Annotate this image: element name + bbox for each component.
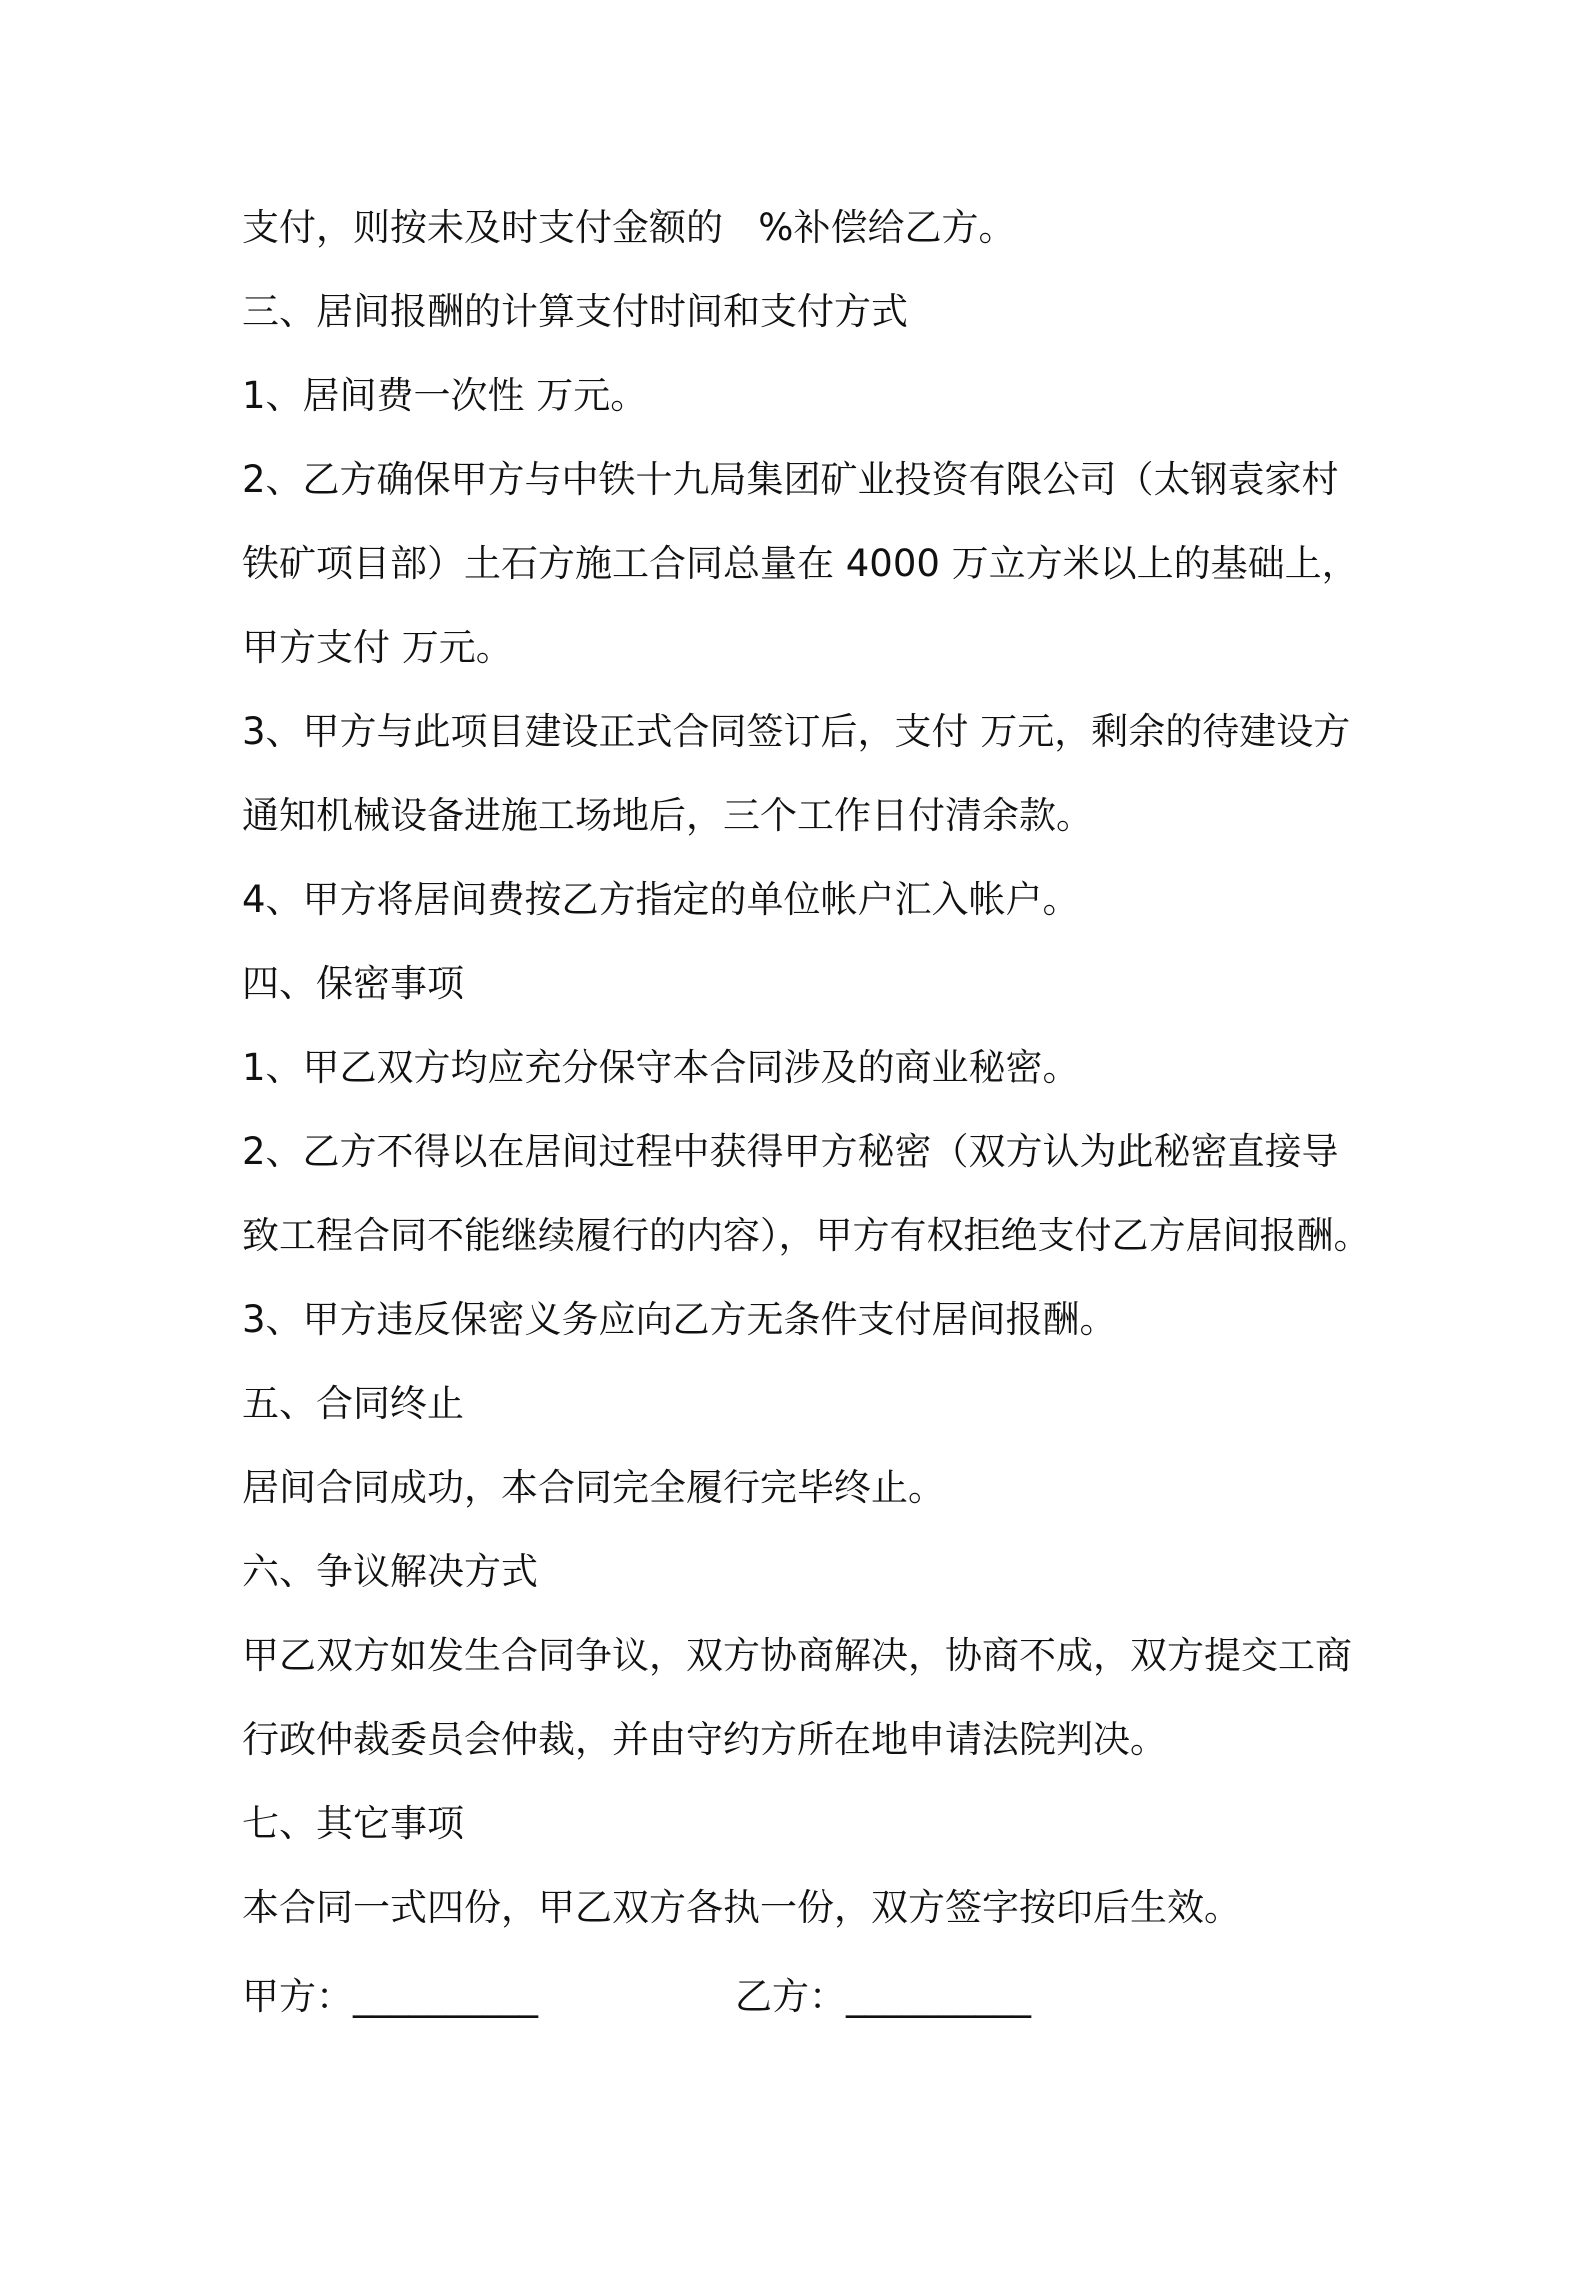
party-b-signature bbox=[735, 1955, 1031, 2039]
clause-3-3-line-2: 通知机械设备进施工场地后，三个工作日付清余款。 bbox=[242, 794, 1093, 837]
section-heading-6: 六、争议解决方式 bbox=[242, 1550, 538, 1593]
clause-3-2-line-3: 甲方支付 万元。 bbox=[242, 626, 513, 669]
clause-4-2-line-2: 致工程合同不能继续履行的内容），甲方有权拒绝支付乙方居间报酬。 bbox=[242, 1214, 1371, 1257]
clause-4-3: 3、甲方违反保密义务应向乙方无条件支付居间报酬。 bbox=[242, 1298, 1117, 1341]
party-a-label: 甲方： bbox=[242, 1975, 353, 2018]
clause-4-1: 1、甲乙双方均应充分保守本合同涉及的商业秘密。 bbox=[242, 1046, 1080, 1089]
section-heading-5: 五、合同终止 bbox=[242, 1382, 464, 1425]
clause-5-text: 居间合同成功，本合同完全履行完毕终止。 bbox=[242, 1466, 945, 1509]
clause-4-2-line-1: 2、乙方不得以在居间过程中获得甲方秘密（双方认为此秘密直接导 bbox=[242, 1130, 1339, 1173]
contract-body bbox=[242, 186, 1542, 2039]
section-heading-7: 七、其它事项 bbox=[242, 1802, 464, 1845]
clause-3-2-line-2: 铁矿项目部）土石方施工合同总量在 4000 万立方米以上的基础上， bbox=[242, 542, 1359, 585]
clause-3-1: 1、居间费一次性 万元。 bbox=[242, 374, 648, 417]
clause-7-text: 本合同一式四份，甲乙双方各执一份，双方签字按印后生效。 bbox=[242, 1886, 1241, 1929]
clause-6-line-1: 甲乙双方如发生合同争议，双方协商解决，协商不成，双方提交工商 bbox=[242, 1634, 1352, 1677]
section-heading-4: 四、保密事项 bbox=[242, 962, 464, 1005]
clause-3-2-line-1: 2、乙方确保甲方与中铁十九局集团矿业投资有限公司（太钢袁家村 bbox=[242, 458, 1339, 501]
party-b-signature-blank: __________ bbox=[846, 1975, 1031, 2018]
party-a-signature bbox=[242, 1955, 538, 2039]
clause-3-4: 4、甲方将居间费按乙方指定的单位帐户汇入帐户。 bbox=[242, 878, 1080, 921]
payment-penalty-text: 支付，则按未及时支付金额的 %补偿给乙方。 bbox=[242, 206, 1016, 249]
section-heading-3: 三、居间报酬的计算支付时间和支付方式 bbox=[242, 290, 908, 333]
party-a-signature-blank: __________ bbox=[353, 1975, 538, 2018]
clause-3-3-line-1: 3、甲方与此项目建设正式合同签订后，支付 万元，剩余的待建设方 bbox=[242, 710, 1351, 753]
party-b-label: 乙方： bbox=[735, 1975, 846, 2018]
signature-row bbox=[242, 1955, 1542, 2039]
clause-6-line-2: 行政仲裁委员会仲裁，并由守约方所在地申请法院判决。 bbox=[242, 1718, 1167, 1761]
